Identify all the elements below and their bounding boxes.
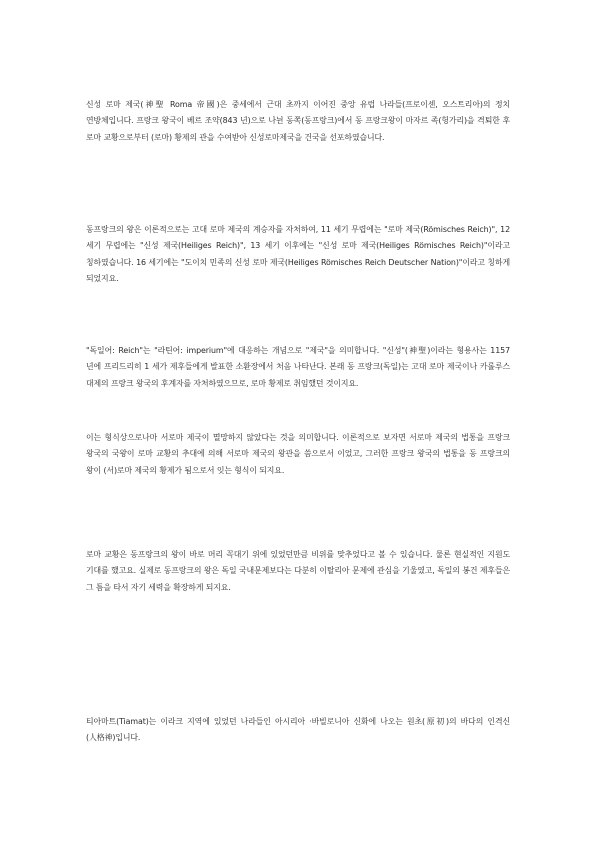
paragraph-pope-relations: 로마 교황은 동프랑크의 왕이 바로 머리 꼭대기 위에 있었던만큼 비위를 맞추었다고 볼 수 있습니다. 물론 현실적인 지원도 기대를 했고요. 실제로 동프랑크의 왕은 독일 국내문제보다는 다분히 이탈리아 문제에 관심을 기울였고, 독일의 봉건 제후들은 그 틈을 타서 자기 세력을 확장하게 되지요. [86, 550, 510, 592]
paragraph-reich-meaning: "독일어: Reich"는 "라틴어: imperium"에 대응하는 개념으로 "제국"을 의미합니다. "신성"(神聖)이라는 형용사는 1157 년에 프리드리히 1 세가 제후들에게 발표한 소환장에서 처음 나타난다. 본래 동 프랑크(독일)는 고대 로마 제국이나 카롤루스 대제의 프랑크 왕국의 후계자를 자처하였으므로, 로마 황제로 취임했던 것이지요. [86, 346, 510, 388]
paragraph-western-roman-legacy: 이는 형식상으로나마 서로마 제국이 멸망하지 않았다는 것을 의미합니다. 이론적으로 보자면 서로마 제국의 법통을 프랑크 왕국의 국왕이 로마 교황의 추대에 의해 서로마 제국의 왕관을 씀으로서 이었고, 그러한 프랑크 왕국의 법통을 동 프랑크의 왕이 (서)로마 제국의 황제가 됨으로서 잇는 형식이 되지요. [86, 433, 510, 475]
paragraph-empire-naming: 동프랑크의 왕은 이론적으로는 고대 로마 제국의 계승자를 자처하여, 11 세기 무렵에는 "로마 제국(Römisches Reich)", 12 세기 무렵에는 "신성 제국(Heiliges Reich)", 13 세기 이후에는 "신성 로마 제국(Heiliges Römisches Reich)"이라고 칭하였습니다. 16 세기에는 "도이치 민족의 신성 로마 제국(Heiliges Römisches Reich Deutscher Nation)"이라고 칭하게 되었지요. [86, 225, 510, 284]
paragraph-holy-roman-empire-intro: 신성 로마 제국(神聖 Roma 帝國)은 중세에서 근대 초까지 이어진 중앙 유럽 나라들(프로이센, 오스트리아)의 정치 연방체입니다. 프랑크 왕국이 베르 조약(843 년)으로 나뉜 동쪽(동프랑크)에서 동 프랑크왕이 마자르 족(헝가리)을 격퇴한 후 로마 교황으로부터 (로마) 황제의 관을 수여받아 신성로마제국을 건국을 선포하였습니다. [86, 100, 510, 142]
paragraph-tiamat: 티아마트(Tiamat)는 이라크 지역에 있었던 나라들인 아시리아 ·바빌로니아 신화에 나오는 원초(原初)의 바다의 인격신(人格神)입니다. [86, 717, 510, 743]
